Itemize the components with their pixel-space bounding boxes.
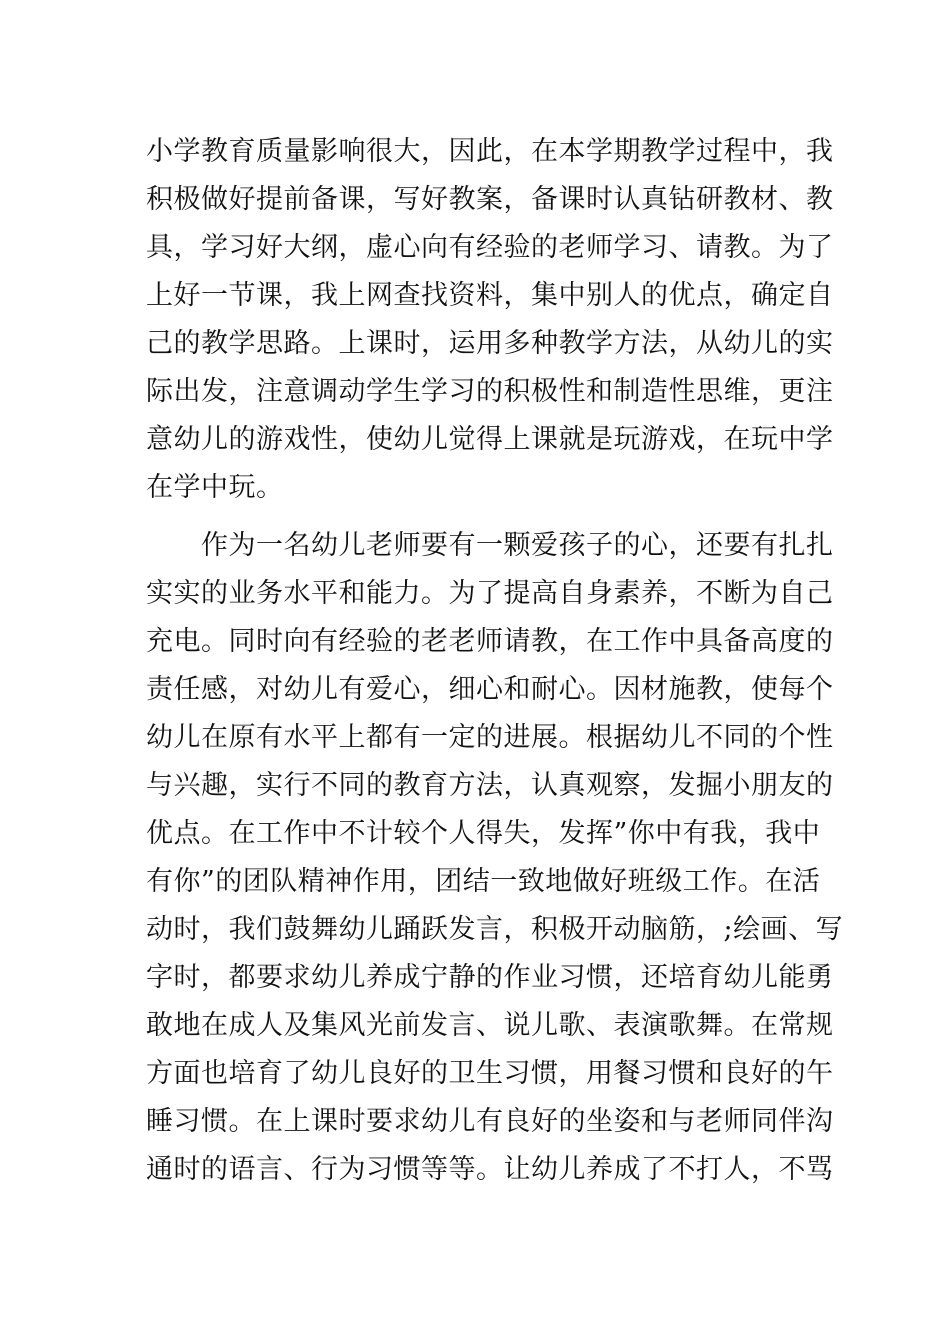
- text-line: 方面也培育了幼儿良好的卫生习惯，用餐习惯和良好的午: [146, 1058, 834, 1089]
- text-line: 小学教育质量影响很大，因此，在本学期教学过程中，我: [146, 136, 834, 167]
- text-line: 通时的语言、行为习惯等等。让幼儿养成了不打人，不骂: [146, 1154, 834, 1185]
- paragraph-gap: [146, 512, 811, 522]
- text-line: 在学中玩。: [146, 472, 284, 503]
- text-line: 幼儿在原有水平上都有一定的进展。根据幼儿不同的个性: [146, 722, 834, 753]
- text-line: 己的教学思路。上课时，运用多种教学方法，从幼儿的实: [146, 328, 834, 359]
- text-line: 动时，我们鼓舞幼儿踊跃发言，积极开动脑筋，;绘画、写: [146, 914, 844, 945]
- text-line: 积极做好提前备课，写好教案，备课时认真钻研教材、教: [146, 184, 834, 215]
- text-line: 具，学习好大纲，虚心向有经验的老师学习、请教。为了: [146, 232, 834, 263]
- paragraph-1: [146, 128, 834, 512]
- text-line: 际出发，注意调动学生学习的积极性和制造性思维，更注: [146, 376, 834, 407]
- document-body: [146, 128, 844, 1194]
- text-line: 睡习惯。在上课时要求幼儿有良好的坐姿和与老师同伴沟: [146, 1106, 834, 1137]
- paragraph-2: [146, 522, 844, 1194]
- text-line: 字时，都要求幼儿养成宁静的作业习惯，还培育幼儿能勇: [146, 962, 834, 993]
- text-line: 作为一名幼儿老师要有一颗爱孩子的心，还要有扎扎: [146, 530, 834, 561]
- text-line: 有你”的团队精神作用，团结一致地做好班级工作。在活: [146, 866, 821, 897]
- text-line: 意幼儿的游戏性，使幼儿觉得上课就是玩游戏，在玩中学: [146, 424, 834, 455]
- text-line: 上好一节课，我上网查找资料，集中别人的优点，确定自: [146, 280, 834, 311]
- text-line: 责任感，对幼儿有爱心，细心和耐心。因材施教，使每个: [146, 674, 834, 705]
- text-line: 优点。在工作中不计较个人得失，发挥”你中有我，我中: [146, 818, 821, 849]
- text-line: 敢地在成人及集风光前发言、说儿歌、表演歌舞。在常规: [146, 1010, 834, 1041]
- text-line: 实实的业务水平和能力。为了提高自身素养，不断为自己: [146, 578, 834, 609]
- text-line: 与兴趣，实行不同的教育方法，认真观察，发掘小朋友的: [146, 770, 834, 801]
- text-line: 充电。同时向有经验的老老师请教，在工作中具备高度的: [146, 626, 834, 657]
